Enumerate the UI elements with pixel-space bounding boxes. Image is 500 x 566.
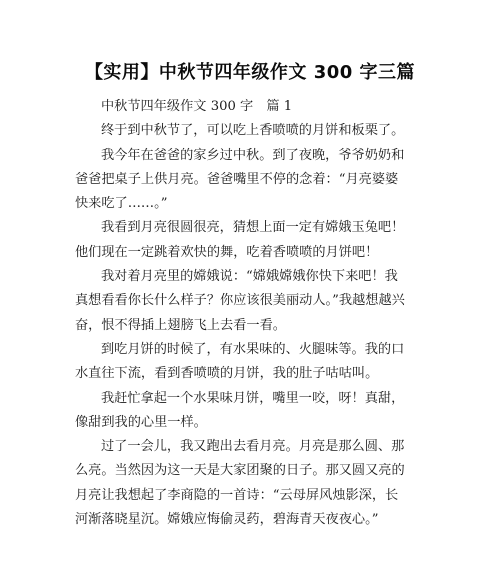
- paragraph-line: 他们现在一定跳着欢快的舞，吃着香喷喷的月饼吧！: [75, 244, 379, 260]
- document-title: 【实用】中秋节四年级作文 300 字三篇: [84, 62, 416, 83]
- paragraph-line: 月亮让我想起了李商隐的一首诗：“云母屏风烛影深，长: [75, 487, 399, 503]
- paragraph-line: 么亮。当然因为这一天是大家团聚的日子。那又圆又亮的: [75, 463, 405, 479]
- paragraph-line: 河渐落晓星沉。嫦娥应悔偷灵药，碧海青天夜夜心。”: [75, 512, 379, 528]
- paragraph-line: 我赶忙拿起一个水果味月饼，嘴里一咬，呀！真甜，: [101, 390, 405, 406]
- paragraph-line: 水直往下流，看到香喷喷的月饼，我的肚子咕咕叫。: [75, 366, 379, 382]
- paragraph-line: 真想看看你长什么样子？你应该很美丽动人。”我越想越兴: [75, 293, 405, 309]
- paragraph-line: 奋，恨不得插上翅膀飞上去看一看。: [75, 317, 286, 333]
- paragraph-line: 终于到中秋节了，可以吃上香喷喷的月饼和板栗了。: [101, 123, 405, 139]
- paragraph-line: 到吃月饼的时候了，有水果味的、火腿味等。我的口: [101, 341, 405, 357]
- paragraph-line: 爸爸把桌子上供月亮。爸爸嘴里不停的念着：“月亮婆婆: [75, 171, 399, 187]
- paragraph-line: 我今年在爸爸的家乡过中秋。到了夜晚，爷爷奶奶和: [101, 147, 405, 163]
- section-heading: 中秋节四年级作文 300 字 篇 1: [101, 99, 293, 114]
- paragraph-line: 像甜到我的心里一样。: [75, 414, 207, 430]
- paragraph-line: 过了一会儿，我又跑出去看月亮。月亮是那么圆、那: [101, 439, 405, 455]
- paragraph-line: 我对着月亮里的嫦娥说：“嫦娥嫦娥你快下来吧！我: [101, 269, 398, 285]
- paragraph-line: 快来吃了……。”: [75, 196, 168, 212]
- paragraph-line: 我看到月亮很圆很亮，猜想上面一定有嫦娥玉兔吧！: [101, 220, 405, 236]
- document-body: [75, 95, 420, 532]
